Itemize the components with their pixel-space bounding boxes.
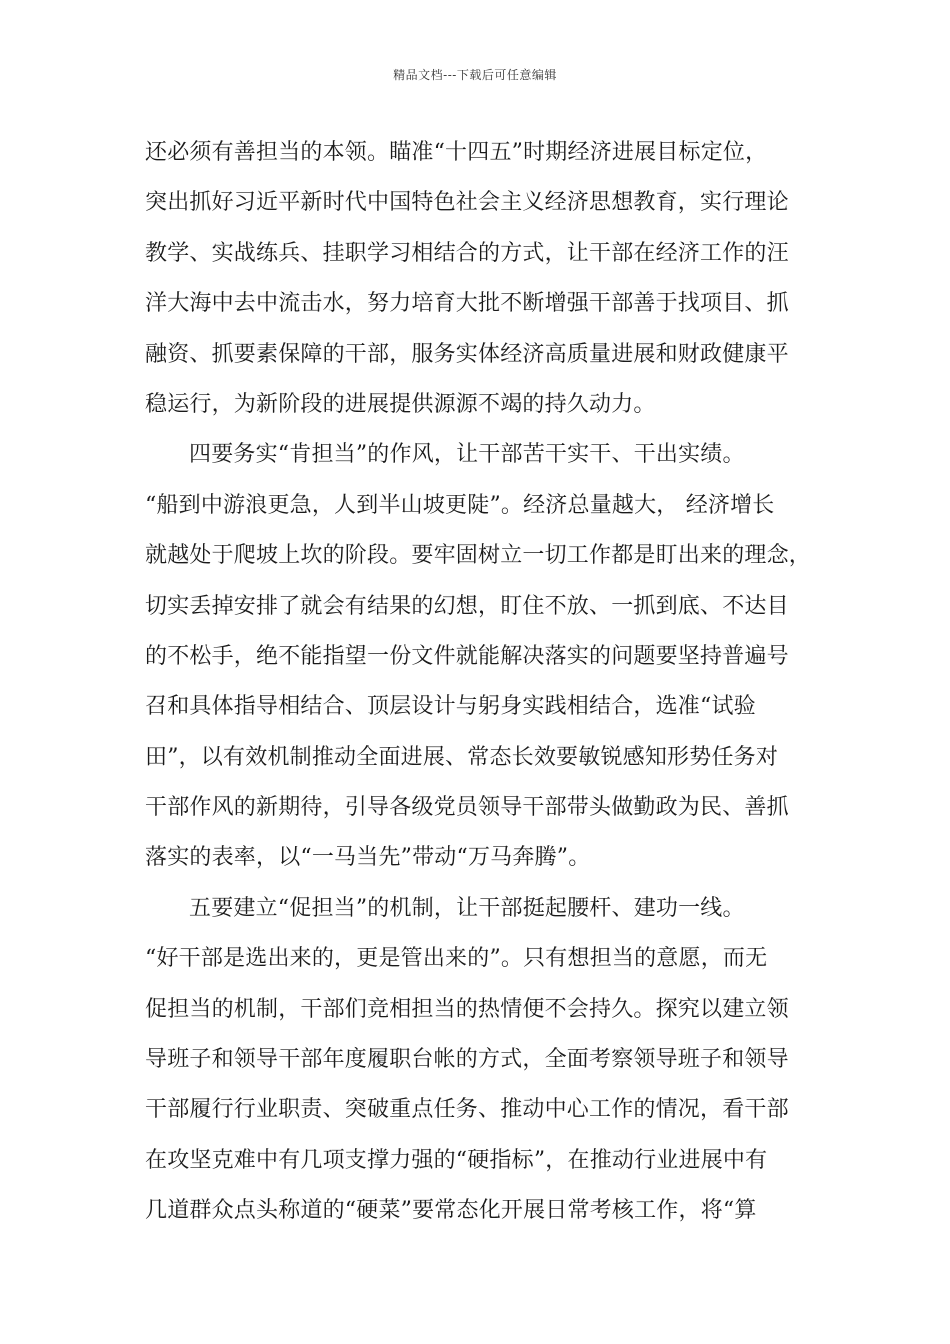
text-line: 促担当的机制，干部们竞相担当的热情便不会持久。探究以建立领 (145, 996, 789, 1022)
document-body (145, 128, 825, 1237)
text-line: 融资、抓要素保障的干部，服务实体经济高质量进展和财政健康平 (145, 341, 789, 367)
text-line: 导班子和领导干部年度履职台帐的方式，全面考察领导班子和领导 (145, 1047, 789, 1073)
text-line: “好干部是选出来的，更是管出来的”。只有想担当的意愿，而无 (145, 946, 768, 972)
text-line: 的不松手，绝不能指望一份文件就能解决落实的问题要坚持普遍号 (145, 643, 789, 669)
text-line: 在攻坚克难中有几项支撑力强的“硬指标”，在推动行业进展中有 (145, 1147, 768, 1173)
text-line: 干部履行行业职责、突破重点任务、推动中心工作的情况，看干部 (145, 1097, 789, 1123)
text-line: “船到中游浪更急，人到半山坡更陡”。经济总量越大， 经济增长 (145, 492, 775, 518)
text-line: 落实的表率，以“一马当先”带动“万马奔腾”。 (145, 845, 591, 871)
text-line: 突出抓好习近平新时代中国特色社会主义经济思想教育，实行理论 (145, 190, 789, 216)
text-line: 干部作风的新期待，引导各级党员领导干部带头做勤政为民、善抓 (145, 795, 789, 821)
text-line: 切实丢掉安排了就会有结果的幻想，盯住不放、一抓到底、不达目 (145, 593, 789, 619)
paragraph-start-line: 五要建立“促担当”的机制，让干部挺起腰杆、建功一线。 (189, 895, 745, 921)
text-line: 召和具体指导相结合、顶层设计与躬身实践相结合，选准“试验 (145, 694, 756, 720)
text-line: 几道群众点头称道的“硬菜”要常态化开展日常考核工作，将“算 (145, 1198, 757, 1224)
text-line: 还必须有善担当的本领。瞄准“十四五”时期经济进展目标定位， (145, 140, 768, 165)
paragraph-start-line: 四要务实“肯担当”的作风，让干部苦干实干、干出实绩。 (189, 442, 745, 468)
text-line: 田”，以有效机制推动全面进展、常态长效要敏锐感知形势任务对 (145, 744, 779, 770)
text-line: 教学、实战练兵、挂职学习相结合的方式，让干部在经济工作的汪 (145, 240, 789, 266)
text-line: 就越处于爬坡上坎的阶段。要牢固树立一切工作都是盯出来的理念， (145, 543, 812, 569)
text-line: 洋大海中去中流击水，努力培育大批不断增强干部善于找项目、抓 (145, 291, 789, 317)
page-header: 精品文档---下载后可任意编辑 (393, 68, 557, 82)
text-line: 稳运行，为新阶段的进展提供源源不竭的持久动力。 (145, 391, 656, 417)
